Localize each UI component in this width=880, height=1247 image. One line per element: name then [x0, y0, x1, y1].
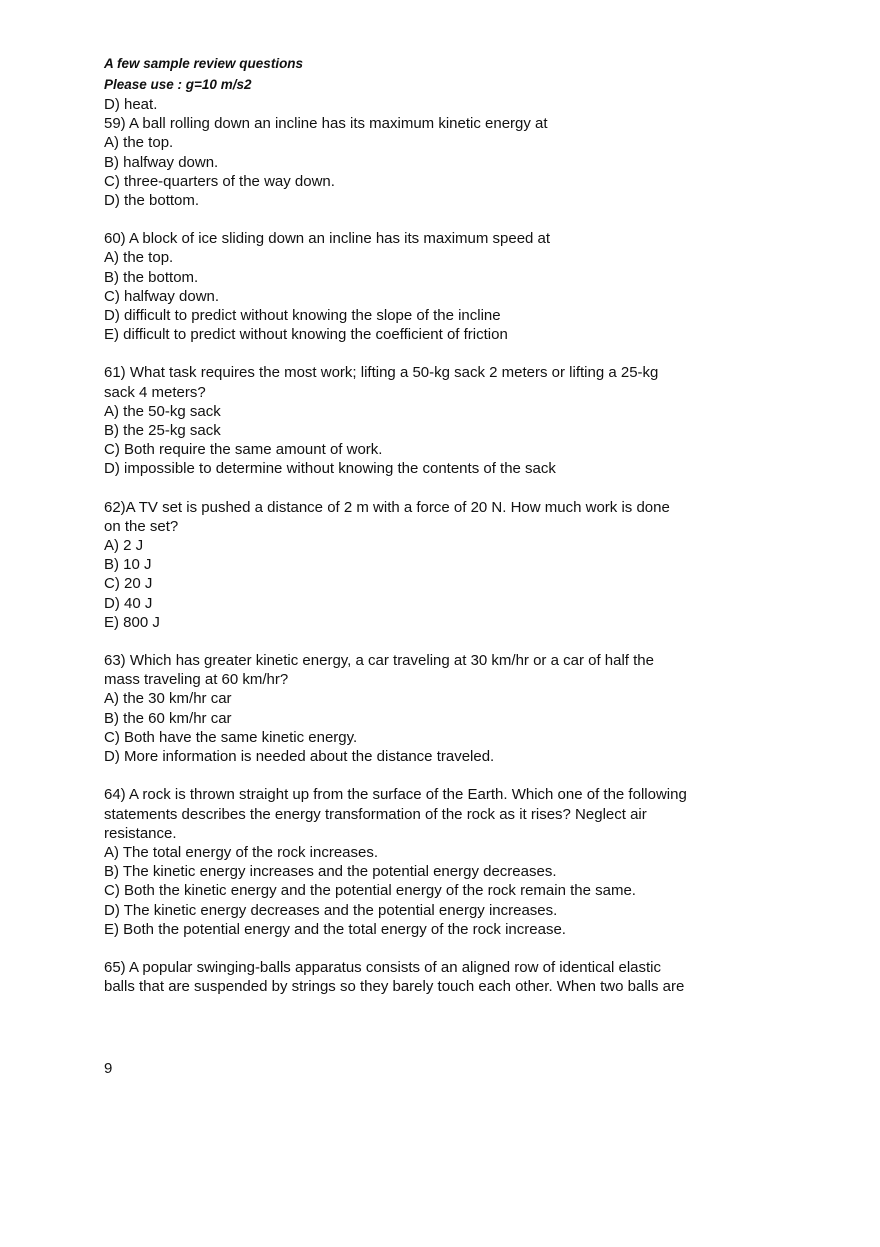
answer-option: C) three-quarters of the way down. — [104, 172, 335, 190]
document-page — [104, 53, 764, 996]
answer-option: A) the 50-kg sack — [104, 402, 221, 420]
answer-option: B) The kinetic energy increases and the potential energy decreases. — [104, 863, 557, 881]
question-list — [104, 95, 764, 996]
answer-option: B) the 25-kg sack — [104, 422, 221, 440]
question-stem: 62)A TV set is pushed a distance of 2 m with a force of 20 N. How much work is done — [104, 498, 670, 516]
question-stem: balls that are suspended by strings so they barely touch each other. When two balls are — [104, 978, 685, 996]
answer-option: C) 20 J — [104, 575, 153, 593]
page-subtitle: Please use : g=10 m/s2 — [104, 77, 252, 92]
answer-option: C) Both require the same amount of work. — [104, 441, 383, 459]
answer-option: D) the bottom. — [104, 192, 200, 210]
answer-option: D) The kinetic energy decreases and the potential energy increases. — [104, 901, 558, 919]
answer-option: D) 40 J — [104, 594, 153, 612]
page-number: 9 — [104, 1060, 113, 1077]
question-stem: 63) Which has greater kinetic energy, a car traveling at 30 km/hr or a car of half the — [104, 652, 654, 670]
page-title: A few sample review questions — [104, 56, 304, 71]
answer-option: A) the 30 km/hr car — [104, 690, 232, 708]
question-block — [104, 114, 764, 210]
answer-option: D) More information is needed about the distance traveled. — [104, 748, 495, 766]
answer-option: C) halfway down. — [104, 287, 220, 305]
answer-option: A) the top. — [104, 134, 174, 152]
answer-option: E) difficult to predict without knowing the coefficient of friction — [104, 326, 508, 344]
question-stem: mass traveling at 60 km/hr? — [104, 671, 289, 689]
answer-option: B) halfway down. — [104, 153, 219, 171]
question-block — [104, 958, 764, 996]
answer-option: B) 10 J — [104, 556, 152, 574]
question-stem: 61) What task requires the most work; lifting a 50-kg sack 2 meters or lifting a 25-kg — [104, 364, 659, 382]
answer-option: D) impossible to determine without knowing the contents of the sack — [104, 460, 556, 478]
question-stem: 65) A popular swinging-balls apparatus consists of an aligned row of identical elastic — [104, 958, 661, 976]
carryover-line: D) heat. — [104, 96, 158, 113]
question-stem: on the set? — [104, 517, 179, 535]
answer-option: A) 2 J — [104, 537, 144, 555]
answer-option: A) the top. — [104, 249, 174, 267]
carryover-block — [104, 95, 764, 114]
answer-option: E) 800 J — [104, 613, 160, 631]
question-stem: statements describes the energy transformation of the rock as it rises? Neglect air — [104, 805, 647, 823]
question-stem: resistance. — [104, 824, 177, 842]
question-block — [104, 229, 764, 344]
answer-option: C) Both have the same kinetic energy. — [104, 728, 358, 746]
answer-option: B) the 60 km/hr car — [104, 709, 232, 727]
question-stem: sack 4 meters? — [104, 383, 206, 401]
answer-option: C) Both the kinetic energy and the potential energy of the rock remain the same. — [104, 882, 636, 900]
answer-option: D) difficult to predict without knowing the slope of the incline — [104, 307, 501, 325]
question-block — [104, 363, 764, 478]
question-block — [104, 651, 764, 766]
question-stem: 64) A rock is thrown straight up from the surface of the Earth. Which one of the following — [104, 786, 687, 804]
answer-option: B) the bottom. — [104, 268, 199, 286]
answer-option: A) The total energy of the rock increases. — [104, 843, 379, 861]
question-block — [104, 785, 764, 939]
answer-option: E) Both the potential energy and the total energy of the rock increase. — [104, 920, 566, 938]
question-stem: 59) A ball rolling down an incline has its maximum kinetic energy at — [104, 115, 548, 133]
question-stem: 60) A block of ice sliding down an incline has its maximum speed at — [104, 230, 551, 248]
questions-container — [104, 114, 764, 996]
question-block — [104, 498, 764, 632]
